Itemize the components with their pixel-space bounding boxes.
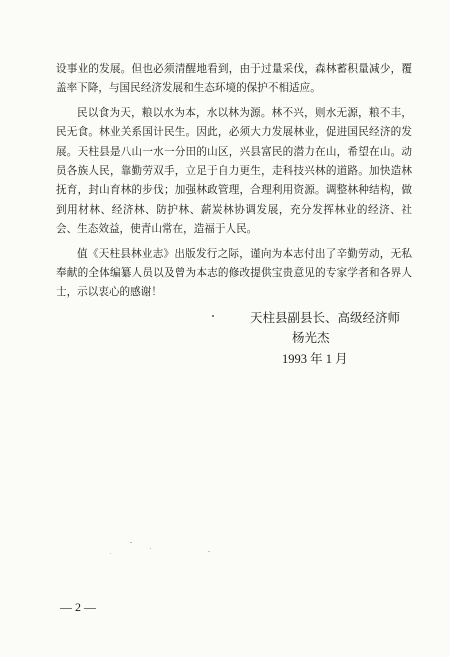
paragraph-1: 设事业的发展。但也必须清醒地看到，由于过量采伐，森林蓄积量减少，覆盖率下降，与国民经济发展和生态环境的保护不相适应。 <box>56 63 412 95</box>
scan-speck <box>110 553 111 554</box>
paragraph-2: 民以食为天，粮以水为本，水以林为源。林不兴，则水无源，粮不丰，民无食。林业关系国计民生。因此，必须大力发展林业，促进国民经济的发展。天柱县是八山一水一分田的山区，兴县富民的潜力在山，希望在山。动员各族人民，靠勤劳双手，立足于自力更生，走科技兴林的道路。加快造林抚育，封山育林的步伐；加强林政管理，合理利用资源。调整林种结构，做到用材林、经济林、防护林、薪炭林协调发展，充分发挥林业的经济、社会、生态效益，使青山常在，造福于人民。 <box>56 106 412 236</box>
signature-date: 1993 年 1 月 <box>282 352 348 366</box>
scan-speck <box>130 542 132 543</box>
page-number: — 2 — <box>60 600 96 614</box>
scan-speck <box>150 548 151 549</box>
scan-speck <box>208 551 210 552</box>
signature-title: 天柱县副县长、高级经济师 <box>250 311 401 325</box>
body-text <box>56 60 412 308</box>
signature-name: 杨光杰 <box>292 331 330 345</box>
scan-speck <box>212 315 214 317</box>
paragraph-3: 值《天柱县林业志》出版发行之际，谨向为本志付出了辛勤劳动，无私奉献的全体编纂人员以及曾为本志的修改提供宝贵意见的专家学者和各界人士，示以衷心的感谢！ <box>56 247 412 299</box>
